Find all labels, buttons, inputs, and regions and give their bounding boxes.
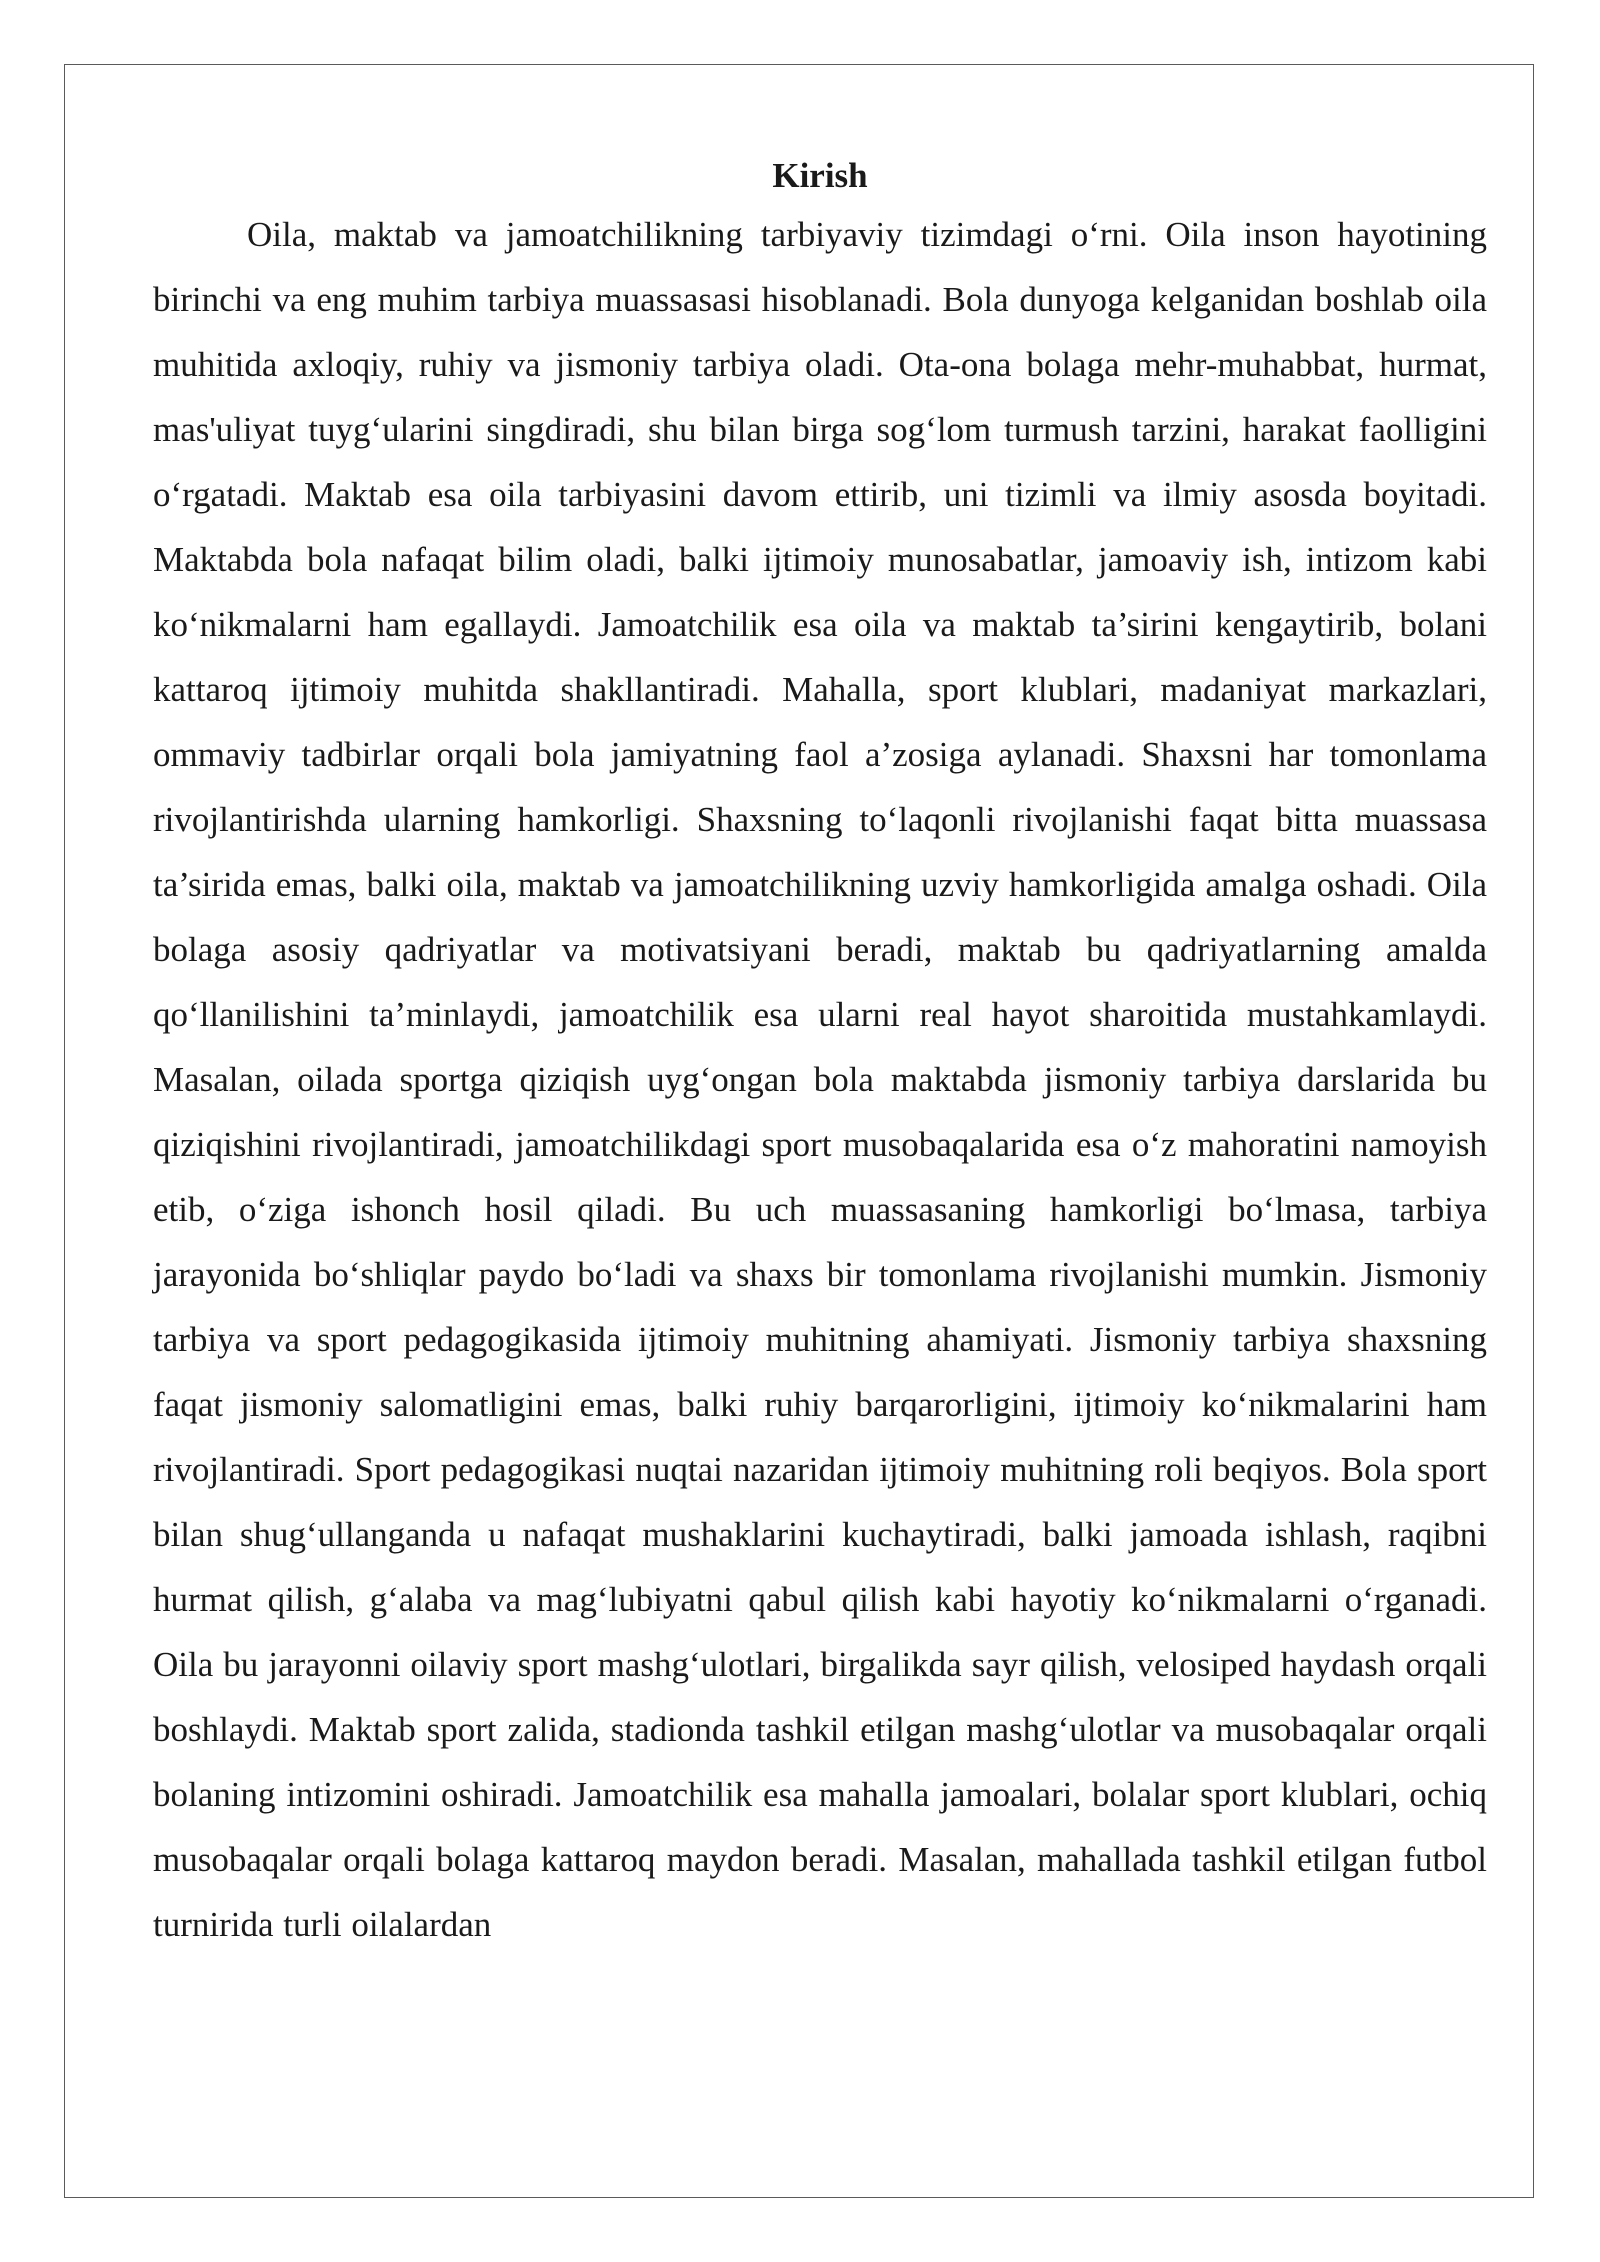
section-heading: Kirish	[772, 156, 868, 195]
body-paragraph: Oila, maktab va jamoatchilikning tarbiyaviy tizimdagi o‘rni. Oila inson hayotining birinchi va eng muhim tarbiya muassasasi hisoblanadi. Bola dunyoga kelganidan boshlab oila muhitida axloqiy, ruhiy va jismoniy tarbiya oladi. Ota-ona bolaga mehr-muhabbat, hurmat, mas'uliyat tuyg‘ularini singdiradi, shu bilan birga sog‘lom turmush tarzini, harakat faolligini o‘rgatadi. Maktab esa oila tarbiyasini davom ettirib, uni tizimli va ilmiy asosda boyitadi. Maktabda bola nafaqat bilim oladi, balki ijtimoiy munosabatlar, jamoaviy ish, intizom kabi ko‘nikmalarni ham egallaydi. Jamoatchilik esa oila va maktab ta’sirini kengaytirib, bolani kattaroq ijtimoiy muhitda shakllantiradi. Mahalla, sport klublari, madaniyat markazlari, ommaviy tadbirlar orqali bola jamiyatning faol a’zosiga aylanadi. Shaxsni har tomonlama rivojlantirishda ularning hamkorligi. Shaxsning to‘laqonli rivojlanishi faqat bitta muassasa ta’sirida emas, balki oila, maktab va jamoatchilikning uzviy hamkorligida amalga oshadi. Oila bolaga asosiy qadriyatlar va motivatsiyani beradi, maktab bu qadriyatlarning amalda qo‘llanilishini ta’minlaydi, jamoatchilik esa ularni real hayot sharoitida mustahkamlaydi. Masalan, oilada sportga qiziqish uyg‘ongan bola maktabda jismoniy tarbiya darslarida bu qiziqishini rivojlantiradi, jamoatchilikdagi sport musobaqalarida esa o‘z mahoratini namoyish etib, o‘ziga ishonch hosil qiladi. Bu uch muassasaning hamkorligi bo‘lmasa, tarbiya jarayonida bo‘shliqlar paydo bo‘ladi va shaxs bir tomonlama rivojlanishi mumkin. Jismoniy tarbiya va sport pedagogikasida ijtimoiy muhitning ahamiyati. Jismoniy tarbiya shaxsning faqat jismoniy salomatligini emas, balki ruhiy barqarorligini, ijtimoiy ko‘nikmalarini ham rivojlantiradi. Sport pedagogikasi nuqtai nazaridan ijtimoiy muhitning roli beqiyos. Bola sport bilan shug‘ullanganda u nafaqat mushaklarini kuchaytiradi, balki jamoada ishlash, raqibni hurmat qilish, g‘alaba va mag‘lubiyatni qabul qilish kabi hayotiy ko‘nikmalarni o‘rganadi. Oila bu jarayonni oilaviy sport mashg‘ulotlari, birgalikda sayr qilish, velosiped haydash orqali boshlaydi. Maktab sport zalida, stadionda tashkil etilgan mashg‘ulotlar va musobaqalar orqali bolaning intizomini oshiradi. Jamoatchilik esa mahalla jamoalari, bolalar sport klublari, ochiq musobaqalar orqali bolaga kattaroq maydon beradi. Masalan, mahallada tashkil etilgan futbol turnirida turli oilalardan	[153, 215, 1487, 1944]
document-body	[153, 150, 1487, 1957]
